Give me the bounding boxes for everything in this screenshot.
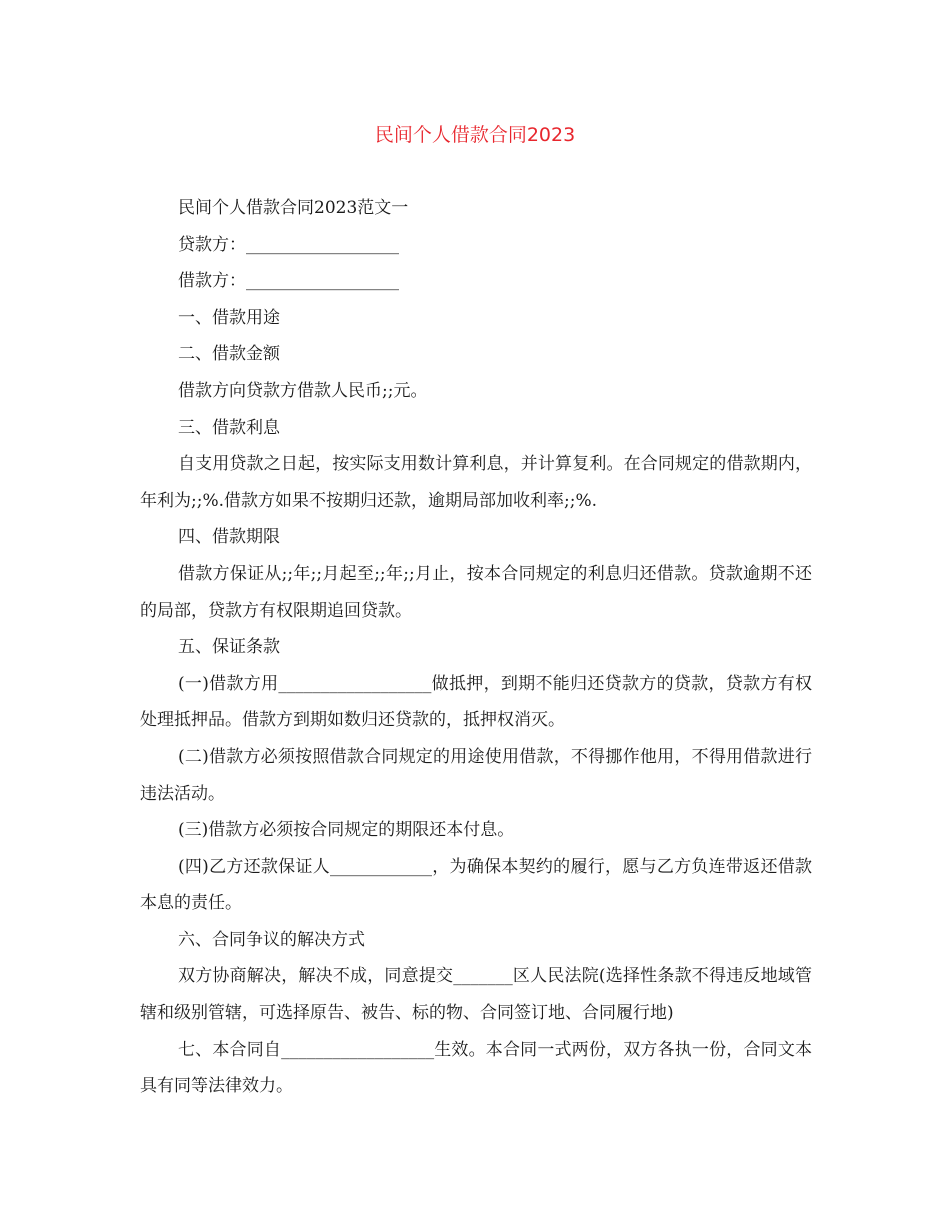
section-heading: 二、借款金额	[178, 344, 280, 365]
document-body	[140, 190, 812, 1105]
section-heading: 五、保证条款	[178, 637, 280, 658]
paragraph: (四)乙方还款保证人____________，为确保本契约的履行，愿与乙方负连带返还借款本息的责任。	[140, 856, 812, 914]
section-heading: 四、借款期限	[178, 527, 280, 548]
paragraph: 借款方向贷款方借款人民币;;元。	[178, 380, 428, 401]
paragraph: (二)借款方必须按照借款合同规定的用途使用借款，不得挪作他用，不得用借款进行违法活动。	[140, 746, 812, 804]
paragraph: 双方协商解决，解决不成，同意提交_______区人民法院(选择性条款不得违反地域管辖和级别管辖，可选择原告、被告、标的物、合同签订地、合同履行地)	[140, 966, 812, 1024]
paragraph: (三)借款方必须按合同规定的期限还本付息。	[178, 820, 515, 841]
paragraph: 借款方保证从;;年;;月起至;;年;;月止，按本合同规定的利息归还借款。贷款逾期不还的局部，贷款方有权限期追回贷款。	[140, 563, 812, 621]
section-heading: 一、借款用途	[178, 307, 280, 328]
document-title: 民间个人借款合同2023	[374, 124, 576, 146]
paragraph: (一)借款方用__________________做抵押，到期不能归还贷款方的贷款，贷款方有权处理抵押品。借款方到期如数归还贷款的，抵押权消灭。	[140, 673, 812, 731]
borrower-field: 借款方：__________________	[178, 271, 399, 292]
paragraph: 自支用贷款之日起，按实际支用数计算利息，并计算复利。在合同规定的借款期内，年利为;;%.借款方如果不按期归还款，逾期局部加收利率;;%.	[140, 454, 812, 511]
paragraph: 民间个人借款合同2023范文一	[178, 198, 409, 218]
paragraph: 七、本合同自__________________生效。本合同一式两份，双方各执一份，合同文本具有同等法律效力。	[140, 1039, 812, 1097]
lender-field: 贷款方：__________________	[178, 234, 399, 255]
section-heading: 六、合同争议的解决方式	[178, 929, 365, 950]
section-heading: 三、借款利息	[178, 417, 280, 438]
